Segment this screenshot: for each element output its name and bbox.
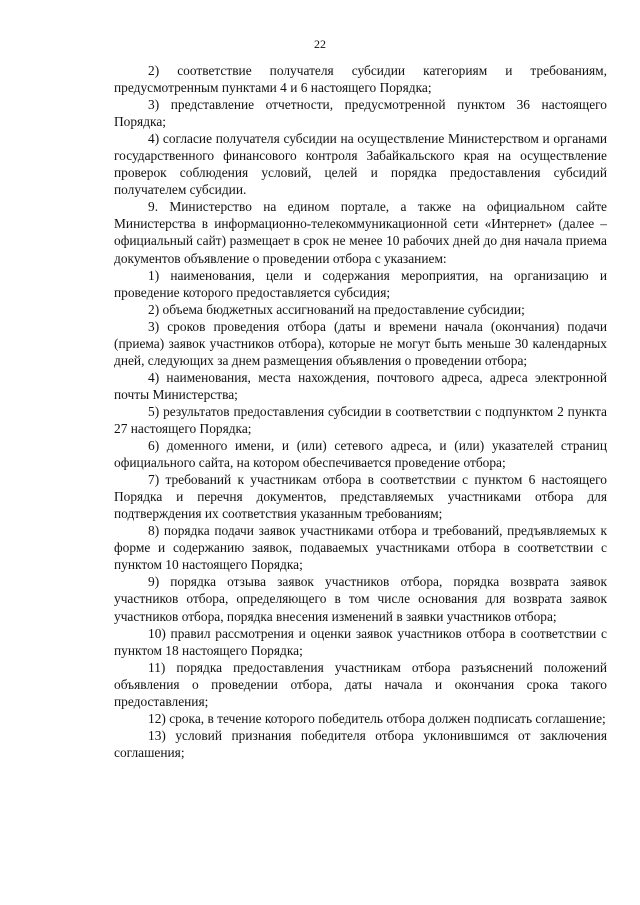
paragraph: 3) представление отчетности, предусмотренной пунктом 36 настоящего Порядка; — [114, 97, 607, 130]
paragraph: 13) условий признания победителя отбора уклонившимся от заключения соглашения; — [114, 727, 607, 760]
paragraph: 4) наименования, места нахождения, почтового адреса, адреса электронной почты Министерства; — [114, 369, 607, 402]
page-number: 22 — [314, 37, 326, 51]
paragraph: 12) срока, в течение которого победитель отбора должен подписать соглашение; — [148, 710, 606, 726]
document-body — [114, 62, 607, 761]
paragraph: 1) наименования, цели и содержания мероприятия, на организацию и проведение которого предоставляется субсидия; — [114, 267, 607, 300]
paragraph: 5) результатов предоставления субсидии в соответствии с подпунктом 2 пункта 27 настоящего Порядка; — [114, 403, 607, 436]
paragraph: 2) соответствие получателя субсидии категориям и требованиям, предусмотренным пунктами 4 и 6 настоящего Порядка; — [114, 63, 607, 96]
paragraph: 7) требований к участникам отбора в соответствии с пунктом 6 настоящего Порядка и перечня документов, представляемых участниками отбора для подтверждения их соответствия указанным требованиям; — [114, 472, 607, 522]
paragraph: 2) объема бюджетных ассигнований на предоставление субсидии; — [148, 301, 525, 317]
paragraph: 9) порядка отзыва заявок участников отбора, порядка возврата заявок участников отбора, определяющего в том числе основания для возврата заявок участников отбора, порядка внесения изменений в заявки участников отбора; — [114, 574, 607, 624]
paragraph: 10) правил рассмотрения и оценки заявок участников отбора в соответствии с пунктом 18 настоящего Порядка; — [114, 625, 607, 658]
paragraph: 4) согласие получателя субсидии на осуществление Министерством и органами государственного финансового контроля Забайкальского края на осуществление проверок соблюдения условий, целей и порядка предоставления субсидий получателем субсидии. — [114, 131, 607, 198]
paragraph: 6) доменного имени, и (или) сетевого адреса, и (или) указателей страниц официального сайта, на котором обеспечивается проведение отбора; — [114, 438, 607, 471]
paragraph: 11) порядка предоставления участникам отбора разъяснений положений объявления о проведении отбора, даты начала и окончания срока такого предоставления; — [114, 659, 607, 709]
paragraph: 3) сроков проведения отбора (даты и времени начала (окончания) подачи (приема) заявок участников отбора), которые не могут быть меньше 30 календарных дней, следующих за днем размещения объявления о проведении отбора; — [114, 318, 607, 368]
paragraph: 8) порядка подачи заявок участниками отбора и требований, предъявляемых к форме и содержанию заявок, подаваемых участниками отбора в соответствии с пунктом 10 настоящего Порядка; — [114, 523, 607, 573]
paragraph: 9. Министерство на едином портале, а также на официальном сайте Министерства в информационно-телекоммуникационной сети «Интернет» (далее – официальный сайт) размещает в срок не менее 10 рабочих дней до дня начала приема документов объявление о проведении отбора с указанием: — [114, 199, 607, 266]
